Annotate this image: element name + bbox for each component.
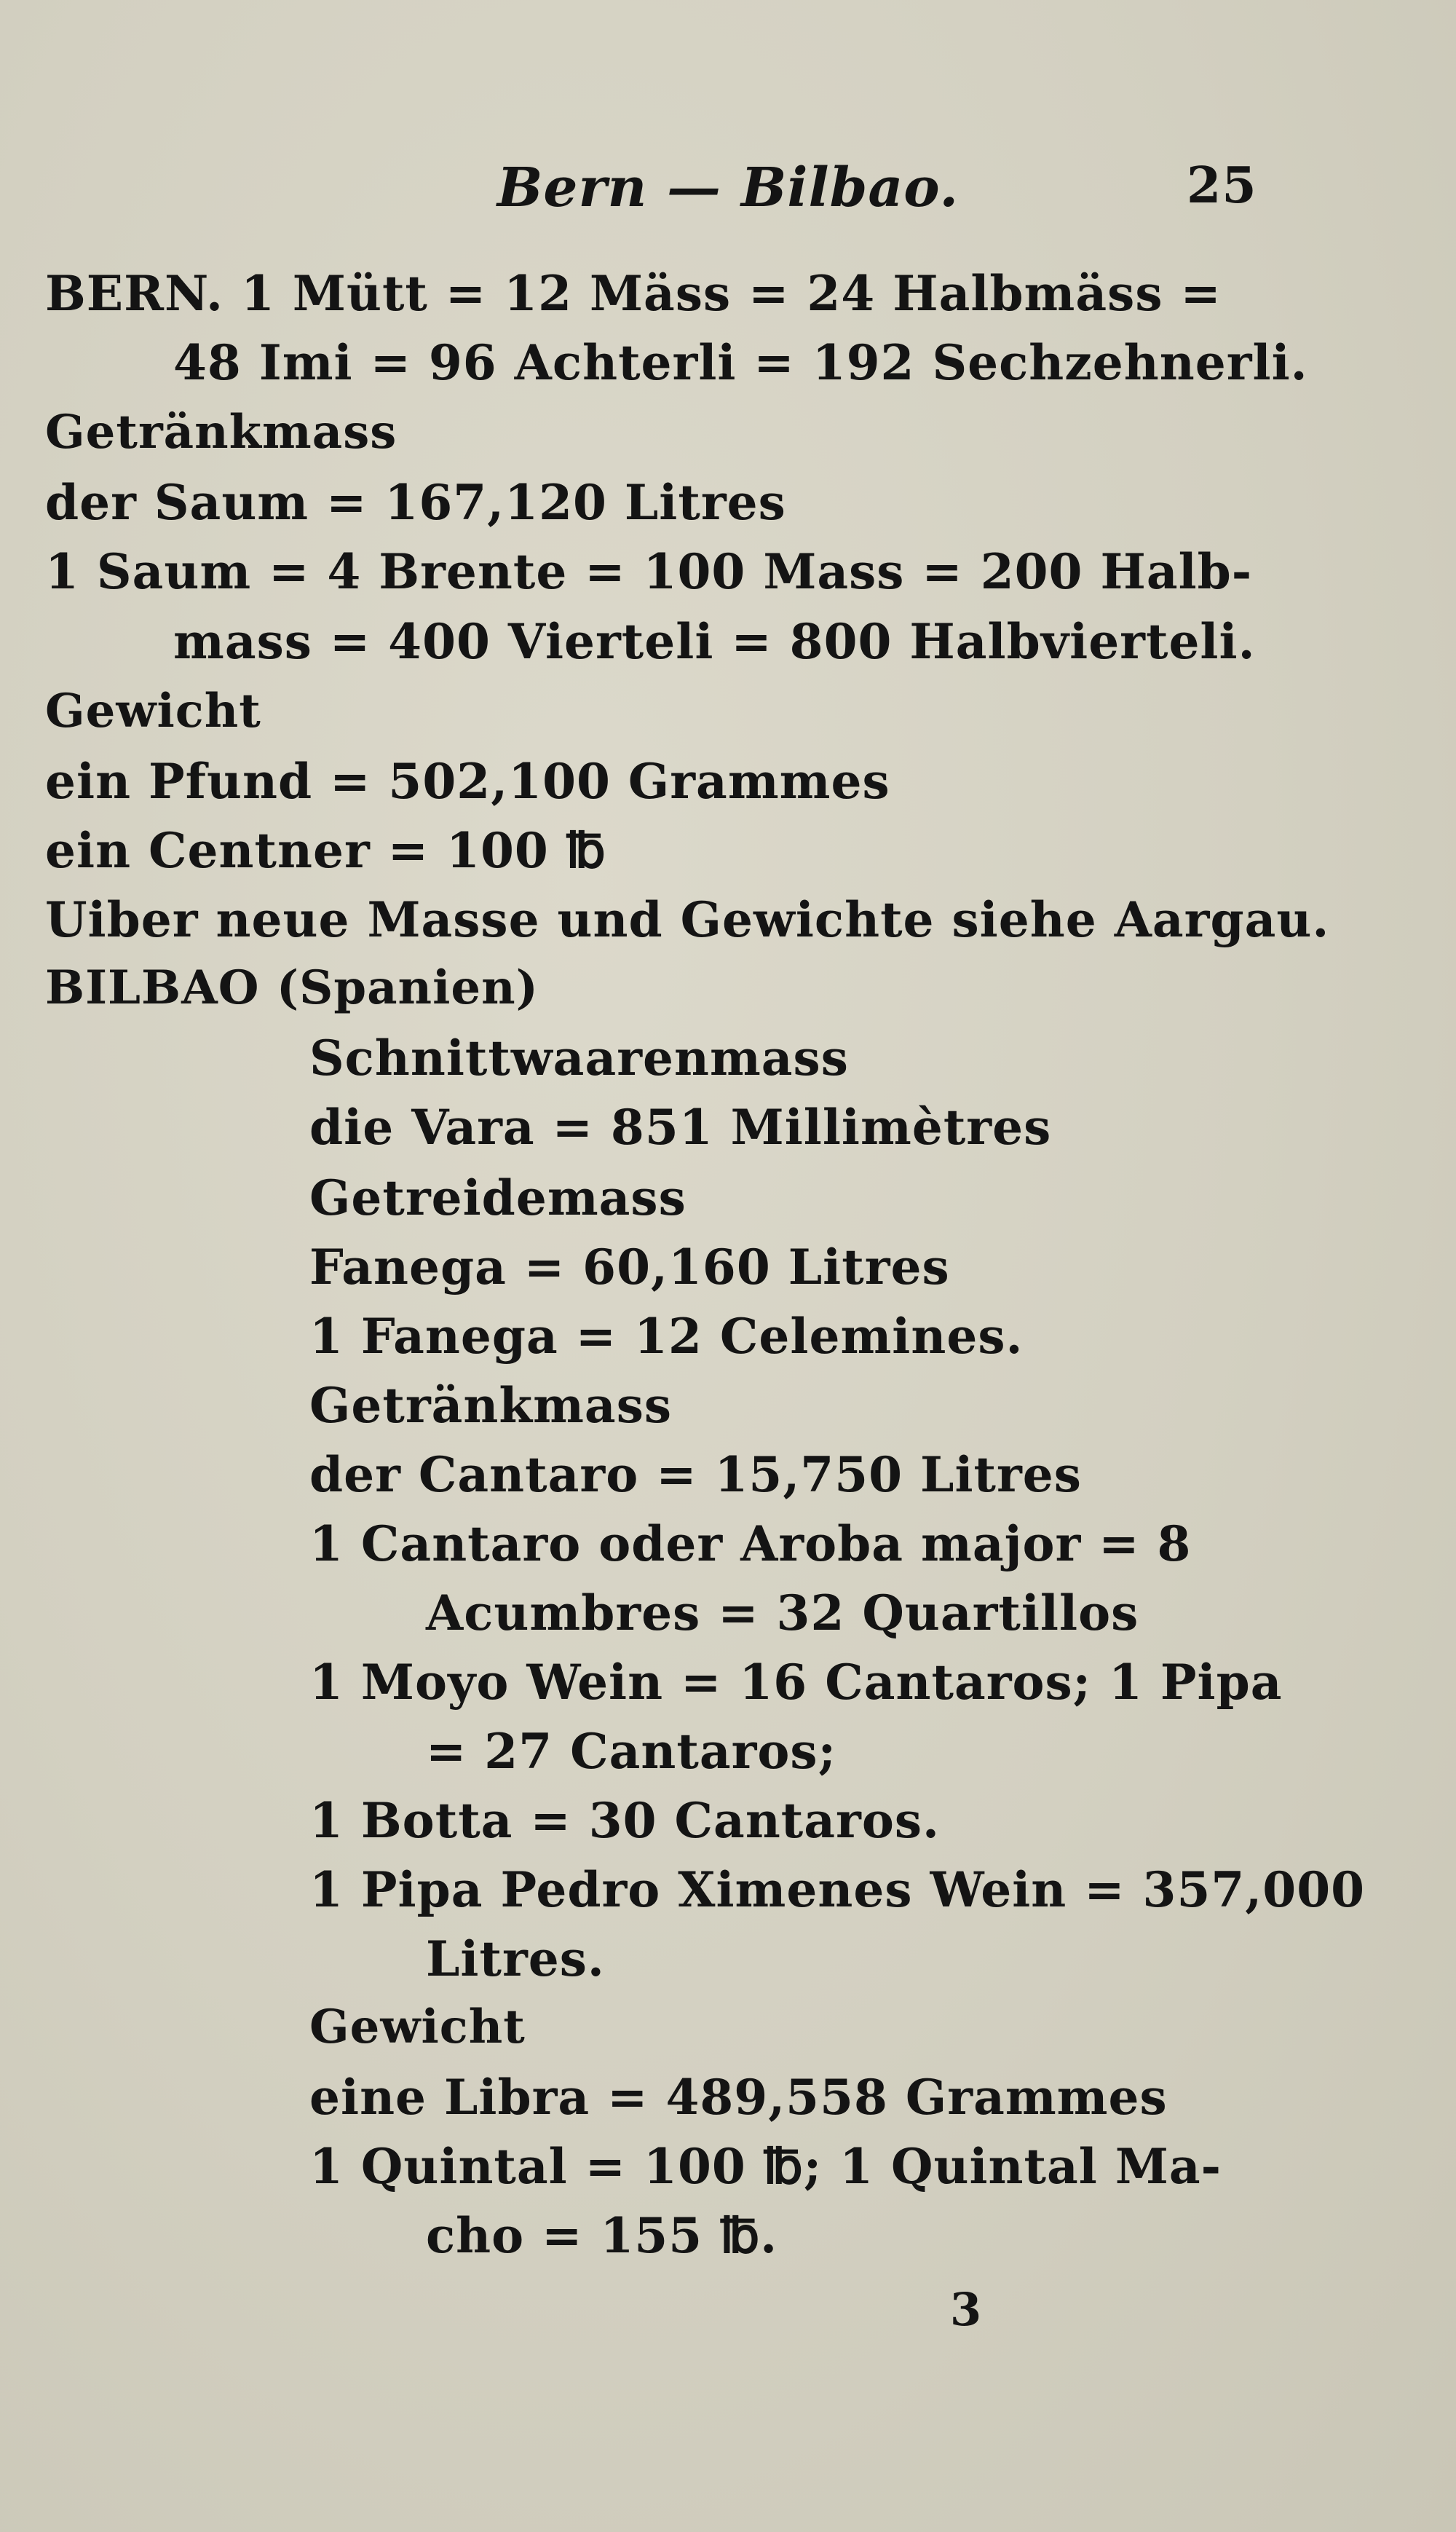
text-line-15: Fanega = 60,160 Litres [309, 1239, 950, 1295]
section-heading-gewicht-bilbao: Gewicht [309, 2000, 526, 2054]
page-number: 25 [1187, 157, 1257, 215]
text-line-25: Litres. [426, 1930, 605, 1987]
text-line-18: der Cantaro = 15,750 Litres [309, 1446, 1082, 1503]
text-line-1-content: BERN. 1 Mütt = 12 Mäss = 24 Halbmäss = [45, 265, 1222, 322]
text-line-20: Acumbres = 32 Quartillos [426, 1585, 1139, 1641]
text-line-28: 1 Quintal = 100 ℔; 1 Quintal Ma- [309, 2138, 1222, 2195]
text-line-8: ein Pfund = 502,100 Grammes [45, 753, 890, 810]
section-heading-gewicht-bern: Gewicht [45, 684, 261, 738]
text-line-13: die Vara = 851 Millimètres [309, 1099, 1052, 1156]
text-line-27: eine Libra = 489,558 Grammes [309, 2069, 1168, 2126]
text-line-9: ein Centner = 100 ℔ [45, 822, 606, 879]
running-header-title: Bern — Bilbao. [496, 157, 960, 219]
text-line-5: 1 Saum = 4 Brente = 100 Mass = 200 Halb- [45, 543, 1253, 600]
text-line-21: 1 Moyo Wein = 16 Cantaros; 1 Pipa [309, 1654, 1283, 1711]
text-line-14: Getreidemass [309, 1170, 687, 1226]
text-line-22: = 27 Cantaros; [426, 1723, 836, 1780]
text-line-6: mass = 400 Vierteli = 800 Halbvierteli. [173, 613, 1256, 670]
text-line-29: cho = 155 ℔. [426, 2207, 778, 2264]
text-line-10: Uiber neue Masse und Gewichte siehe Aargau. [45, 891, 1330, 948]
text-line-12: Schnittwaarenmass [309, 1030, 849, 1086]
text-line-19: 1 Cantaro oder Aroba major = 8 [309, 1515, 1192, 1572]
text-line-16: 1 Fanega = 12 Celemines. [309, 1308, 1024, 1365]
text-line-17: Getränkmass [309, 1377, 673, 1434]
text-line-4: der Saum = 167,120 Litres [45, 474, 786, 531]
section-heading-getraenkmass-bern: Getränkmass [45, 405, 397, 460]
text-line-24: 1 Pipa Pedro Ximenes Wein = 357,000 [309, 1861, 1366, 1918]
section-heading-bilbao: BILBAO (Spanien) [45, 961, 539, 1015]
text-line-23: 1 Botta = 30 Cantaros. [309, 1792, 940, 1849]
text-line-1 [45, 265, 1261, 322]
printer-signature-mark: 3 [950, 2283, 983, 2336]
text-line-2: 48 Imi = 96 Achterli = 192 Sechzehnerli. [173, 334, 1308, 391]
